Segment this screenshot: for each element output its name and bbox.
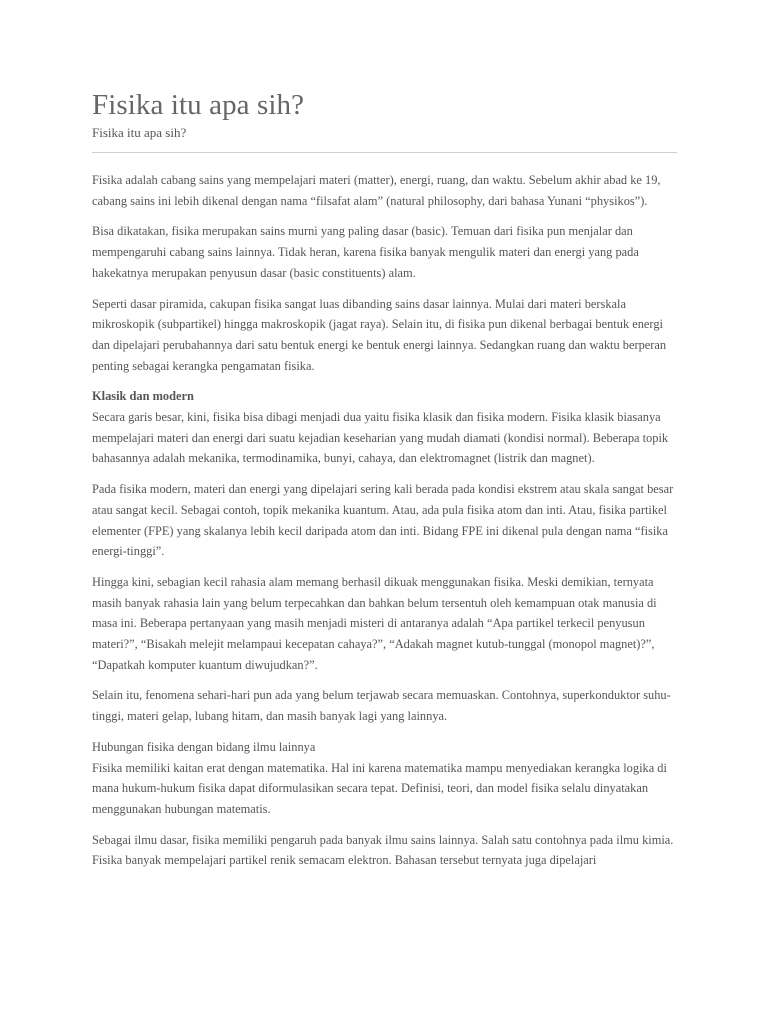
paragraph-1: Fisika adalah cabang sains yang mempelajari materi (matter), energi, ruang, dan waktu. Sebelum akhir abad ke 19, cabang sains ini lebih dikenal dengan nama “filsafat alam” (natural philosophy, dari bahasa Yunani “physikos”). xyxy=(92,173,661,208)
paragraph-9: Sebagai ilmu dasar, fisika memiliki pengaruh pada banyak ilmu sains lainnya. Salah satu contohnya pada ilmu kimia. Fisika banyak mempelajari partikel renik semacam elektron. Bahasan tersebut ternyata juga dipelajari xyxy=(92,832,674,868)
paragraph-2: Bisa dikatakan, fisika merupakan sains murni yang paling dasar (basic). Temuan dari fisika pun menjalar dan mempengaruhi cabang sains lainnya. Tidak heran, karena fisika banyak mengulik materi dan energi yang pada hakekatnya merupakan penyusun dasar (basic constituents) alam. xyxy=(92,224,639,280)
section-heading-hubungan-fisika: Hubungan fisika dengan bidang ilmu lainnya xyxy=(92,739,316,754)
paragraph-6: Hingga kini, sebagian kecil rahasia alam memang berhasil dikuak menggunakan fisika. Meski demikian, ternyata masih banyak rahasia lain yang belum terpecahkan dan bahkan belum tersentuh oleh kemampuan otak manusia di masa ini. Beberapa pertanyaan yang masih menjadi misteri di antaranya adalah “Apa partikel terkecil penyusun materi?”, “Bisakah melejit melampaui kecepatan cahaya?”, “Adakah magnet kutub-tunggal (monopol magnet)?”, “Dapatkah komputer kuantum diwujudkan?”. xyxy=(92,574,657,672)
section-heading-klasik-modern: Klasik dan modern xyxy=(92,389,194,404)
document-page xyxy=(92,86,677,881)
document-title: Fisika itu apa sih? xyxy=(92,89,305,121)
document-subtitle: Fisika itu apa sih? xyxy=(92,125,187,140)
paragraph-4: Secara garis besar, kini, fisika bisa dibagi menjadi dua yaitu fisika klasik dan fisika modern. Fisika klasik biasanya mempelajari materi dan energi dari suatu kejadian keseharian yang mudah diamati (kondisi normal). Beberapa topik bahasannya adalah mekanika, termodinamika, bunyi, cahaya, dan elektromagnet (listrik dan magnet). xyxy=(92,410,669,466)
document-body xyxy=(92,170,677,871)
title-divider xyxy=(92,152,677,153)
paragraph-7: Selain itu, fenomena sehari-hari pun ada yang belum terjawab secara memuaskan. Contohnya, superkonduktor suhu-tinggi, materi gelap, lubang hitam, dan masih banyak lagi yang lainnya. xyxy=(92,688,671,724)
paragraph-5: Pada fisika modern, materi dan energi yang dipelajari sering kali berada pada kondisi ekstrem atau skala sangat besar atau sangat kecil. Sebagai contoh, topik mekanika kuantum. Atau, ada pula fisika atom dan inti. Atau, fisika partikel elementer (FPE) yang skalanya lebih kecil daripada atom dan inti. Bidang FPE ini dikenal pula dengan nama “fisika energi-tinggi”. xyxy=(92,482,674,559)
paragraph-3: Seperti dasar piramida, cakupan fisika sangat luas dibanding sains dasar lainnya. Mulai dari materi berskala mikroskopik (subpartikel) hingga makroskopik (jagat raya). Selain itu, di fisika pun dikenal berbagai bentuk energi dan dipelajari perubahannya dari satu bentuk energi ke bentuk energi lainnya. Sedangkan ruang dan waktu berperan penting sebagai kerangka pengamatan fisika. xyxy=(92,296,667,373)
paragraph-8: Fisika memiliki kaitan erat dengan matematika. Hal ini karena matematika mampu menyediakan kerangka logika di mana hukum-hukum fisika dapat diformulasikan secara tepat. Definisi, teori, dan model fisika selalu dinyatakan menggunakan hubungan matematis. xyxy=(92,760,667,816)
